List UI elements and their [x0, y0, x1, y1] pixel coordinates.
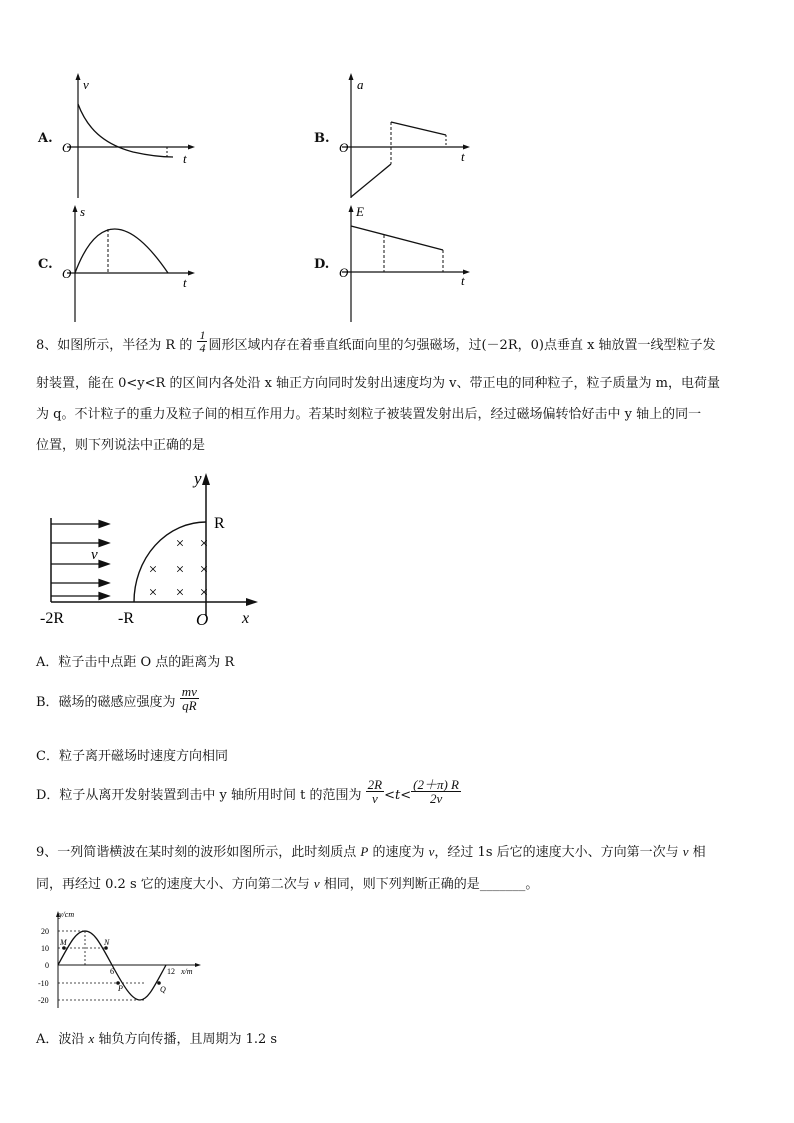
q8-origin-label: O [196, 610, 209, 629]
q9-option-a[interactable] [36, 1032, 277, 1046]
q9-line1-c: ，经过 1s 后它的速度大小、方向第一次与 [434, 845, 683, 860]
q8-number: 8、 [36, 338, 58, 353]
graph-b-ylabel: a [357, 77, 364, 92]
q8-option-d[interactable] [36, 777, 461, 806]
q8-field-cross: × [175, 585, 185, 601]
q9-velocity-v: v [313, 876, 320, 891]
q9-ytick-m20: -20 [38, 996, 49, 1005]
q9-line2-a: 同，再经过 0.2 s 它的速度大小、方向第二次与 [36, 877, 314, 892]
q8-option-b-text: B．磁场的磁感应强度为 [36, 695, 176, 710]
q8-line1 [36, 328, 716, 355]
q9-option-a-text-b: 轴负方向传播，且周期为 1.2 s [94, 1032, 278, 1047]
q9-xtick-12: 12 [167, 967, 175, 976]
graph-a-origin: O [62, 140, 72, 155]
option-a-label: A. [38, 131, 53, 146]
q8-option-c[interactable]: C．粒子离开磁场时速度方向相同 [36, 749, 228, 764]
q9-option-a-text-a: A．波沿 [36, 1032, 89, 1047]
q9-line2 [36, 877, 538, 891]
q9-point-q: Q [160, 985, 166, 994]
q8-line2: 射装置，能在 0<y<R 的区间内各处沿 x 轴正方向同时发射出速度均为 v、带正电的同种粒子，粒子质量为 m，电荷量 [36, 376, 720, 391]
graph-a-xlabel: t [183, 151, 187, 166]
q8-field-cross: × [199, 585, 209, 601]
q9-line2-c: 。 [525, 877, 539, 892]
q9-velocity-v: v [428, 844, 435, 859]
graph-d-origin: O [339, 265, 349, 280]
q8-x-label: x [242, 610, 250, 627]
option-c-label: C. [38, 257, 53, 272]
q9-line1-a: 一列简谐横波在某时刻的波形如图所示，此时刻质点 [57, 845, 361, 860]
q9-answer-blank[interactable]: _______ [479, 877, 526, 892]
graph-b-xlabel: t [461, 149, 465, 164]
q8-option-d-fraction-2: $\frac{(2+\pi) R}{2v}$ [413, 777, 460, 806]
q8-option-d-inequality: <t< [384, 788, 412, 803]
q8-field-cross: × [148, 585, 158, 601]
q9-ytick-10: 10 [41, 944, 49, 953]
q9-xlabel: x/m [181, 967, 193, 976]
q9-velocity-v: v [682, 844, 689, 859]
q8-option-d-fraction-1: $\frac{2R}{v}$ [367, 777, 383, 806]
q8-figure [36, 466, 266, 631]
q8-field-cross: × [199, 536, 209, 552]
q9-ytick-20: 20 [41, 927, 49, 936]
graph-c-xlabel: t [183, 275, 187, 290]
option-b-label: B. [314, 131, 330, 146]
q8-line3: 为 q。不计粒子的重力及粒子间的相互作用力。若某时刻粒子被装置发射出后，经过磁场偏转恰好击中 y 轴上的同一 [36, 407, 702, 422]
q9-line1 [36, 845, 706, 859]
graph-b-origin: O [339, 140, 349, 155]
q9-xtick-6: 6 [110, 967, 114, 976]
q9-line1-d: 相 [688, 845, 706, 860]
q8-y-label: y [194, 469, 202, 488]
q8-line1-post: 圆形区域内存在着垂直纸面向里的匀强磁场，过(－2R，0)点垂直 x 轴放置一线型粒子发 [208, 338, 716, 353]
q9-ylabel: y/cm [59, 910, 75, 919]
q8-line1-pre: 如图所示，半径为 R 的 [57, 338, 193, 353]
q9-point-p-label: P [118, 984, 123, 993]
graph-b [330, 70, 480, 205]
graph-d-xlabel: t [461, 273, 465, 288]
q8-v-label: v [91, 547, 98, 563]
q8-option-b[interactable] [36, 684, 199, 713]
q8-r-label: R [214, 515, 225, 532]
option-d-label: D. [314, 257, 330, 272]
q9-line1-b: 的速度为 [368, 845, 429, 860]
graph-c-ylabel: s [80, 204, 86, 219]
q9-point-p: P [360, 844, 369, 859]
q9-line2-b: 相同，则下列判断正确的是 [319, 877, 480, 892]
graph-d-ylabel: E [356, 204, 364, 219]
q8-minusr-label: -R [118, 610, 134, 627]
q8-field-cross: × [148, 562, 158, 578]
q8-quarter-fraction: $\frac{1}{4}$ [199, 328, 206, 355]
q9-wave-figure [36, 907, 211, 1012]
q9-ytick-0: 0 [45, 961, 49, 970]
q9-point-n: N [104, 938, 110, 947]
q8-option-a[interactable]: A．粒子击中点距 O 点的距离为 R [36, 655, 235, 670]
q8-option-b-fraction: $\frac{mv}{qR}$ [181, 684, 197, 713]
q8-minus2r-label: -2R [40, 610, 64, 627]
q9-ytick-m10: -10 [38, 979, 49, 988]
q8-option-d-text: D．粒子从离开发射装置到击中 y 轴所用时间 t 的范围为 [36, 788, 362, 803]
graph-d [330, 200, 480, 325]
q8-field-cross: × [199, 562, 209, 578]
graph-c [55, 200, 205, 325]
graph-a-ylabel: v [83, 77, 89, 92]
q8-field-cross: × [175, 536, 185, 552]
graph-a [55, 70, 205, 205]
q8-line4: 位置，则下列说法中正确的是 [36, 438, 206, 453]
q9-option-a-x: x [88, 1031, 95, 1046]
graph-c-origin: O [62, 266, 72, 281]
q8-field-cross: × [175, 562, 185, 578]
q9-number: 9、 [36, 845, 58, 860]
q9-point-m: M [60, 938, 67, 947]
